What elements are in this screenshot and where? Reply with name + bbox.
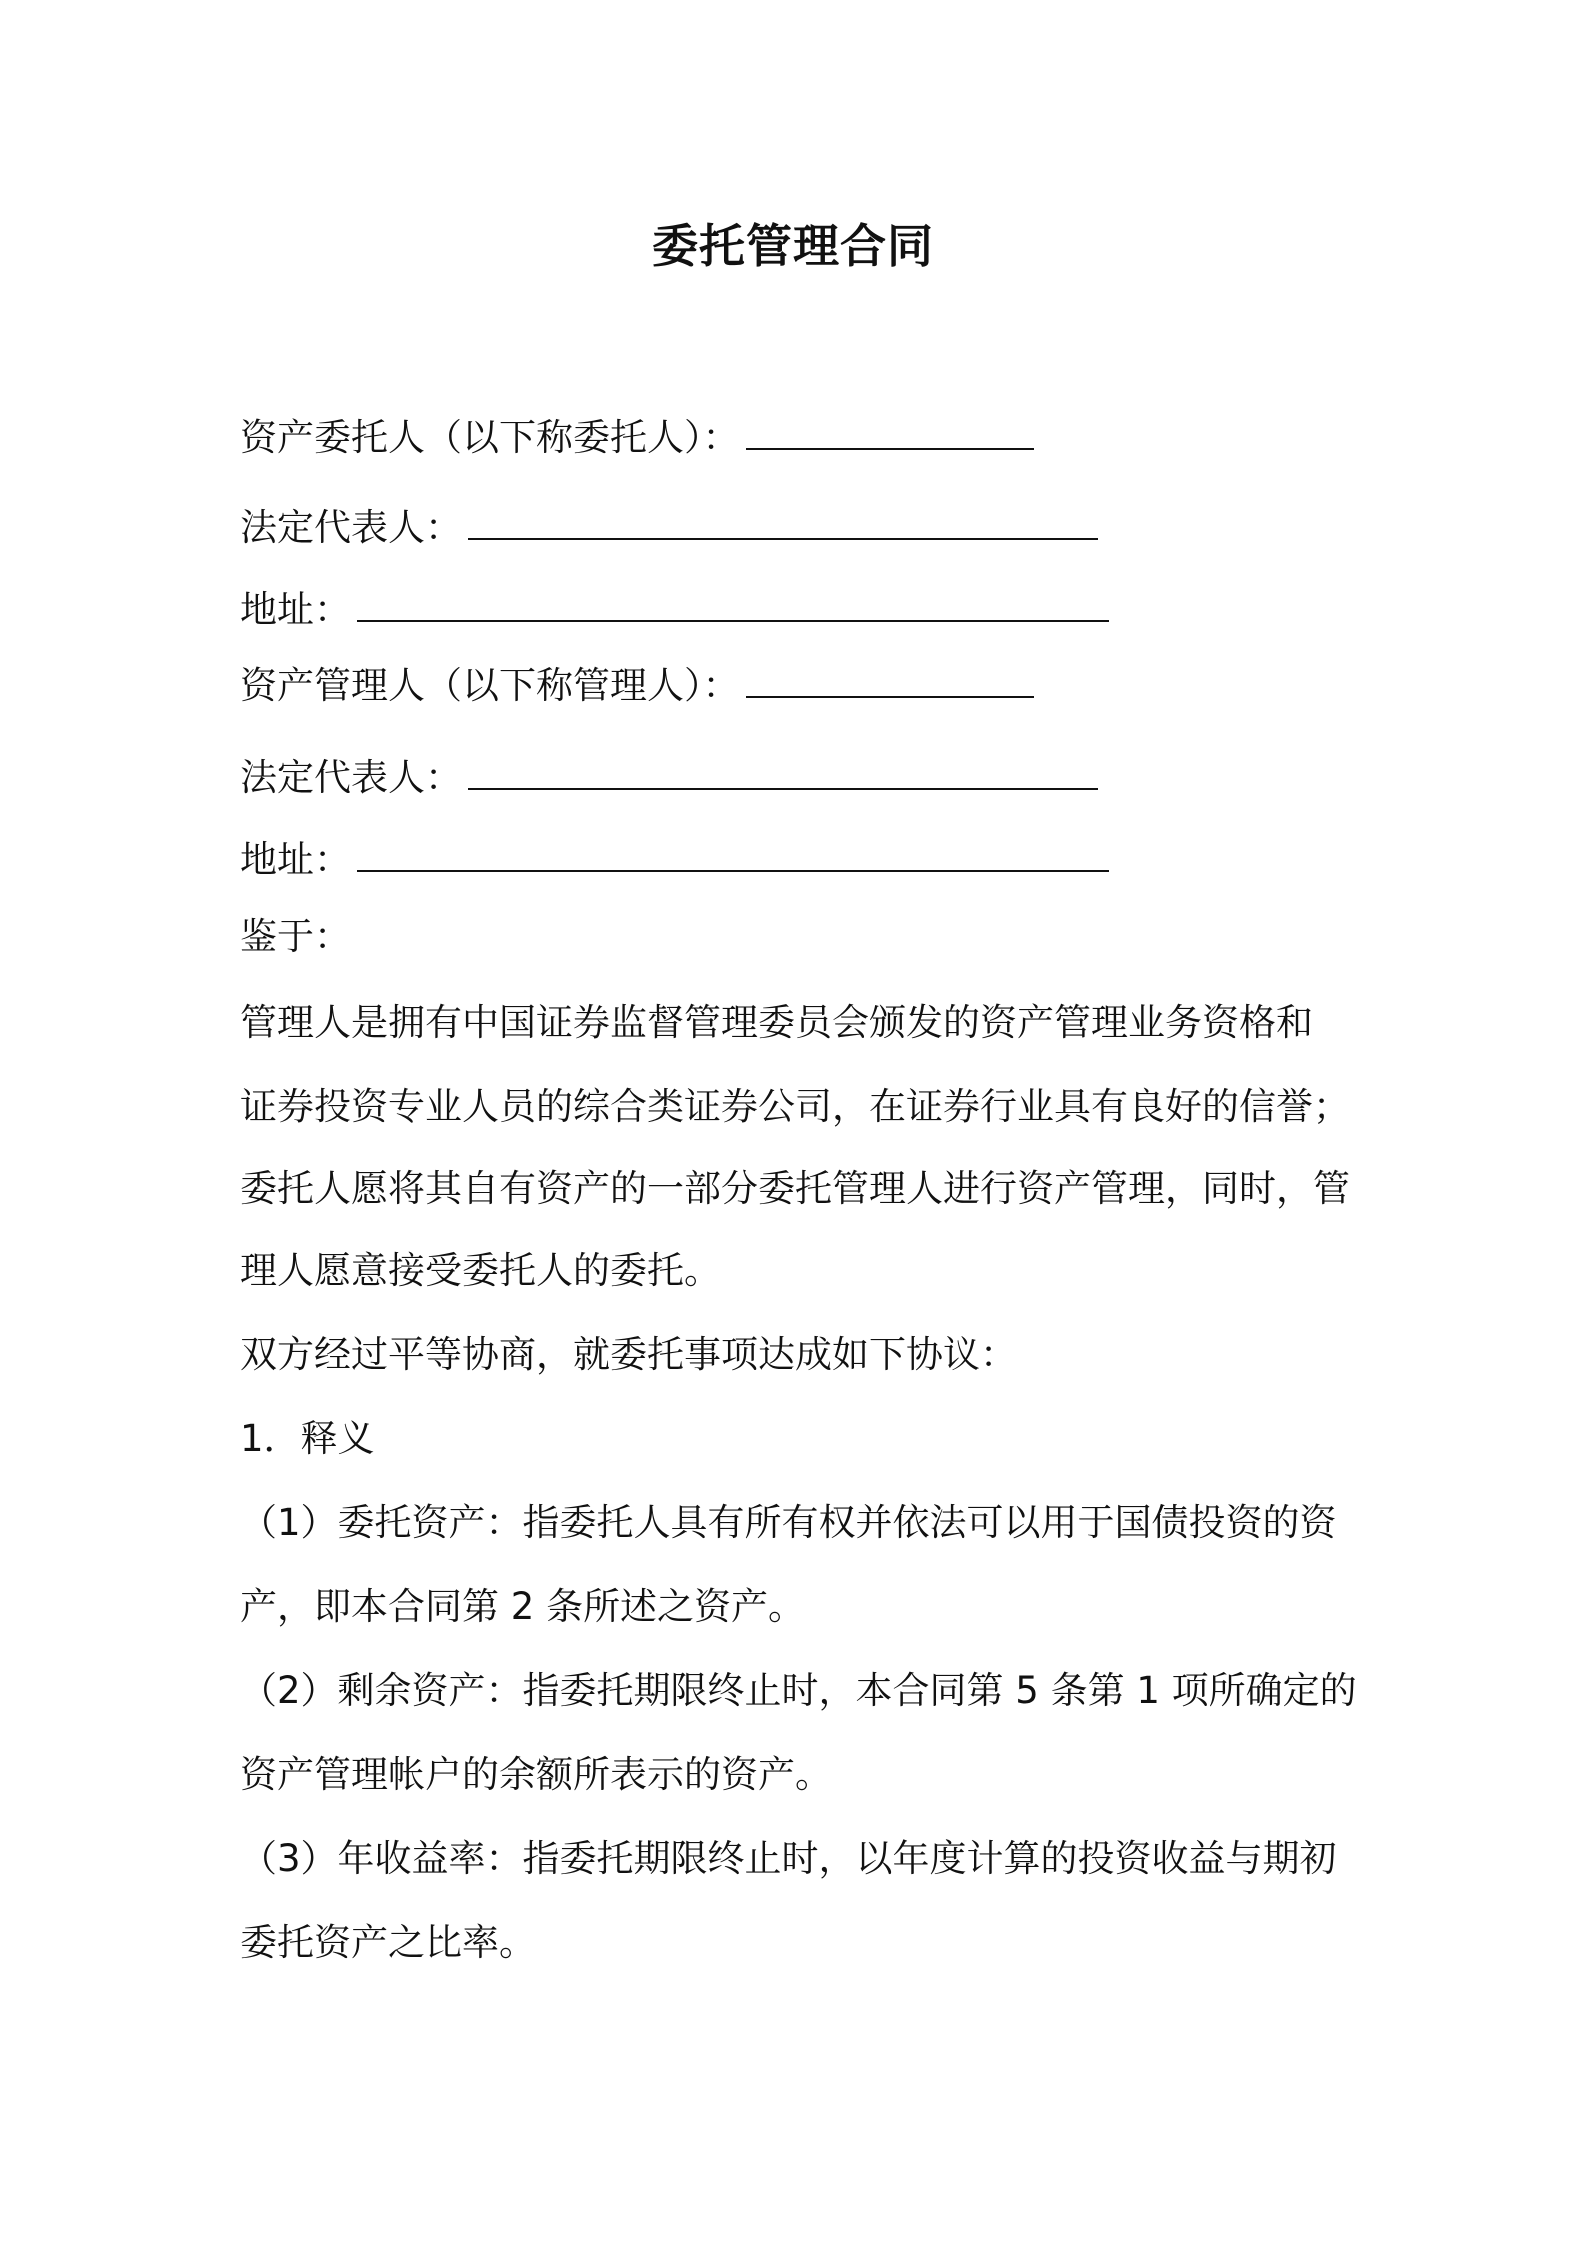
definition-line: 委托资产之比率。	[240, 1921, 536, 1964]
recital-line: 管理人是拥有中国证券监督管理委员会颁发的资产管理业务资格和	[240, 1001, 1313, 1044]
entrustor-rep-blank[interactable]	[468, 502, 1098, 540]
manager-label: 资产管理人（以下称管理人）：	[240, 664, 740, 707]
definition-line: （1）委托资产：指委托人具有所有权并依法可以用于国债投资的资	[240, 1501, 1337, 1544]
manager-blank[interactable]	[746, 660, 1034, 698]
manager-address-line	[240, 834, 1109, 885]
recital-line: 理人愿意接受委托人的委托。	[240, 1249, 721, 1292]
definition-line: 产，即本合同第 2 条所述之资产。	[240, 1585, 806, 1628]
entrustor-address-blank[interactable]	[357, 584, 1109, 622]
entrustor-line	[240, 412, 1034, 463]
agreement-line: 双方经过平等协商，就委托事项达成如下协议：	[240, 1333, 1017, 1376]
entrustor-rep-label: 法定代表人：	[240, 506, 462, 549]
manager-address-label: 地址：	[240, 838, 351, 881]
entrustor-address-label: 地址：	[240, 588, 351, 631]
entrustor-label: 资产委托人（以下称委托人）：	[240, 416, 740, 459]
recital-line: 证券投资专业人员的综合类证券公司，在证券行业具有良好的信誉；	[240, 1085, 1350, 1128]
document-title: 委托管理合同	[652, 219, 934, 273]
entrustor-rep-line	[240, 502, 1098, 553]
manager-rep-line	[240, 752, 1098, 803]
section-heading: 1．释义	[240, 1417, 375, 1460]
manager-address-blank[interactable]	[357, 834, 1109, 872]
recital-line: 委托人愿将其自有资产的一部分委托管理人进行资产管理，同时，管	[240, 1167, 1350, 1210]
definition-line: （2）剩余资产：指委托期限终止时，本合同第 5 条第 1 项所确定的	[240, 1669, 1357, 1712]
definition-line: （3）年收益率：指委托期限终止时，以年度计算的投资收益与期初	[240, 1837, 1337, 1880]
entrustor-address-line	[240, 584, 1109, 635]
whereas-label: 鉴于：	[240, 915, 351, 958]
manager-rep-label: 法定代表人：	[240, 756, 462, 799]
definition-line: 资产管理帐户的余额所表示的资产。	[240, 1753, 832, 1796]
entrustor-blank[interactable]	[746, 412, 1034, 450]
manager-line	[240, 660, 1034, 711]
manager-rep-blank[interactable]	[468, 752, 1098, 790]
